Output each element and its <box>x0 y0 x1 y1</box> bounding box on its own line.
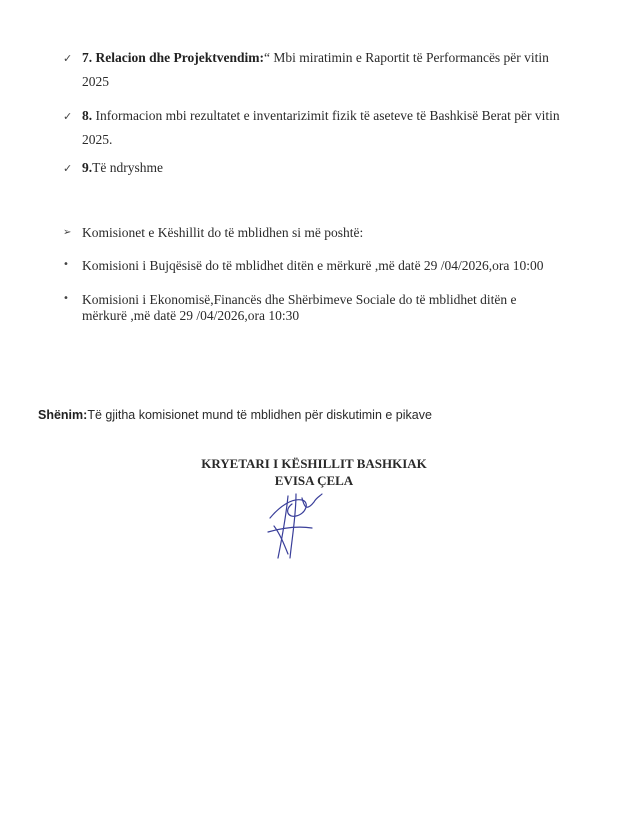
item-text-cont: 2025. <box>82 132 113 147</box>
checkmark-icon: ✓ <box>63 162 73 175</box>
signatory-title: KRYETARI I KËSHILLIT BASHKIAK <box>201 456 427 471</box>
item-number: 8. <box>82 108 93 123</box>
item-title: Relacion dhe Projektvendim: <box>95 50 264 65</box>
item-text: Të ndryshme <box>92 160 163 175</box>
agenda-item-8 <box>82 108 560 124</box>
commissions-intro: Komisionet e Këshillit do të mblidhen si më poshtë: <box>82 225 364 240</box>
item-text-cont: 2025 <box>82 74 109 89</box>
checkmark-icon: ✓ <box>63 110 73 123</box>
note-label: Shënim: <box>38 408 88 422</box>
item-number: 7. <box>82 50 93 65</box>
handwritten-signature <box>262 488 324 560</box>
commission-economy: Komisioni i Ekonomisë,Financës dhe Shërbimeve Sociale do të mblidhet ditën e <box>82 292 517 307</box>
agenda-item-9 <box>82 160 163 176</box>
item-text: Informacion mbi rezultatet e inventarizimit fizik të aseteve të Bashkisë Berat për vitin <box>92 108 560 123</box>
signatory-name: EVISA ÇELA <box>274 473 354 488</box>
commission-economy-cont: mërkurë ,më datë 29 /04/2026,ora 10:30 <box>82 308 300 323</box>
bullet-icon: • <box>63 293 69 304</box>
note-text: Të gjitha komisionet mund të mblidhen për diskutimin e pikave <box>87 408 432 422</box>
item-text: “ Mbi miratimin e Raportit të Performancës për vitin <box>264 50 549 65</box>
commission-budget: Komisioni i Bujqësisë do të mblidhet ditën e mërkurë ,më datë 29 /04/2026,ora 10:00 <box>82 258 544 273</box>
checkmark-icon: ✓ <box>63 52 73 65</box>
bullet-icon: • <box>63 259 69 270</box>
agenda-item-7 <box>82 50 549 66</box>
item-number: 9. <box>82 160 93 175</box>
arrowhead-bullet-icon: ➢ <box>63 227 72 238</box>
note <box>38 408 432 422</box>
